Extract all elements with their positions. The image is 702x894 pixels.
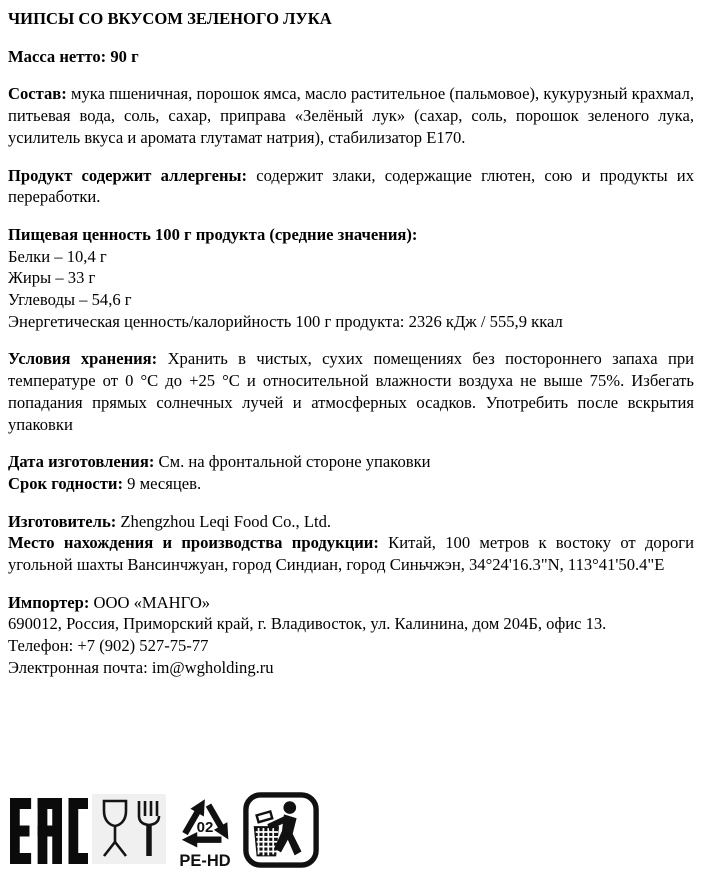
product-title-text: ЧИПСЫ СО ВКУСОМ ЗЕЛЕНОГО ЛУКА [8, 9, 332, 28]
location-text: Китай, 100 метров к востоку от дороги угольной шахты Вансинчжуан, город Синдиан, город Синьчжэн, 34°24'16.3"N, 113°41'50.4"E [8, 533, 694, 575]
allergens-paragraph [8, 165, 694, 208]
eac-mark-icon [10, 798, 88, 864]
production-date-label: Дата изготовления: [8, 452, 155, 472]
importer-label: Импортер: [8, 592, 90, 612]
nutrition-line-carbs: Углеводы – 54,6 г [8, 290, 132, 310]
recycling-material-text: PE-HD [179, 851, 231, 869]
manufacturer-line [8, 511, 694, 533]
shelf-life-line [8, 473, 694, 495]
net-weight [8, 46, 694, 68]
shelf-life-text: 9 месяцев. [127, 473, 202, 493]
importer-name: ООО «МАНГО» [93, 592, 211, 612]
recycling-code-text: 02 [196, 818, 214, 836]
certification-marks-row [8, 791, 694, 869]
manufacturer-label: Изготовитель: [8, 511, 117, 531]
production-date-line [8, 451, 694, 473]
composition-text: мука пшеничная, порошок ямса, масло растительное (пальмовое), кукурузный крахмал, питьевая вода, соль, сахар, приправа «Зелёный лук» (сахар, соль, порошок зеленого лука, усилитель вкуса и аромата глутамат натрия), стабилизатор Е170. [8, 84, 694, 147]
nutrition-line-protein: Белки – 10,4 г [8, 246, 107, 266]
importer-phone: Телефон: +7 (902) 527-75-77 [8, 636, 209, 656]
net-weight-label: Масса нетто: [8, 46, 107, 66]
storage-label: Условия хранения: [8, 349, 158, 369]
production-date-text: См. на фронтальной стороне упаковки [158, 452, 431, 472]
importer-section [8, 592, 694, 679]
storage-paragraph [8, 348, 694, 435]
dates-section [8, 451, 694, 494]
nutrition-line-fat: Жиры – 33 г [8, 268, 96, 288]
importer-email: Электронная почта: im@wgholding.ru [8, 657, 274, 677]
nutrition-heading-text: Пищевая ценность 100 г продукта (средние значения): [8, 224, 418, 244]
importer-address: 690012, Россия, Приморский край, г. Владивосток, ул. Калинина, дом 204Б, офис 13. [8, 614, 607, 634]
product-title [8, 8, 694, 30]
tidyman-icon [242, 791, 320, 869]
nutrition-line-energy: Энергетическая ценность/калорийность 100 г продукта: 2326 кДж / 555,9 ккал [8, 311, 563, 331]
nutrition-heading [8, 224, 694, 246]
allergens-label: Продукт содержит аллергены: [8, 165, 248, 185]
net-weight-value: 90 г [110, 46, 139, 66]
food-contact-glass-fork-icon [92, 794, 166, 864]
storage-text: Хранить в чистых, сухих помещениях без постороннего запаха при температуре от 0 °С до +25 °С и относительной влажности воздуха не выше 75%. Избегать попадания прямых солнечных лучей и атмосферных осадков. Употребить после вскрытия упаковки [8, 349, 695, 434]
location-paragraph [8, 532, 694, 575]
location-label: Место нахождения и производства продукции: [8, 533, 379, 553]
manufacturer-section [8, 511, 694, 576]
importer-line [8, 592, 694, 614]
nutrition-section [8, 224, 694, 333]
shelf-life-label: Срок годности: [8, 473, 124, 493]
allergens-text: содержит злаки, содержащие глютен, сою и продукты их переработки. [8, 165, 694, 207]
net-weight-text [8, 47, 139, 66]
recycling-pe-hd-icon [174, 791, 236, 869]
manufacturer-text: Zhengzhou Leqi Food Co., Ltd. [120, 511, 332, 531]
composition-paragraph [8, 83, 694, 148]
composition-label: Состав: [8, 84, 67, 104]
